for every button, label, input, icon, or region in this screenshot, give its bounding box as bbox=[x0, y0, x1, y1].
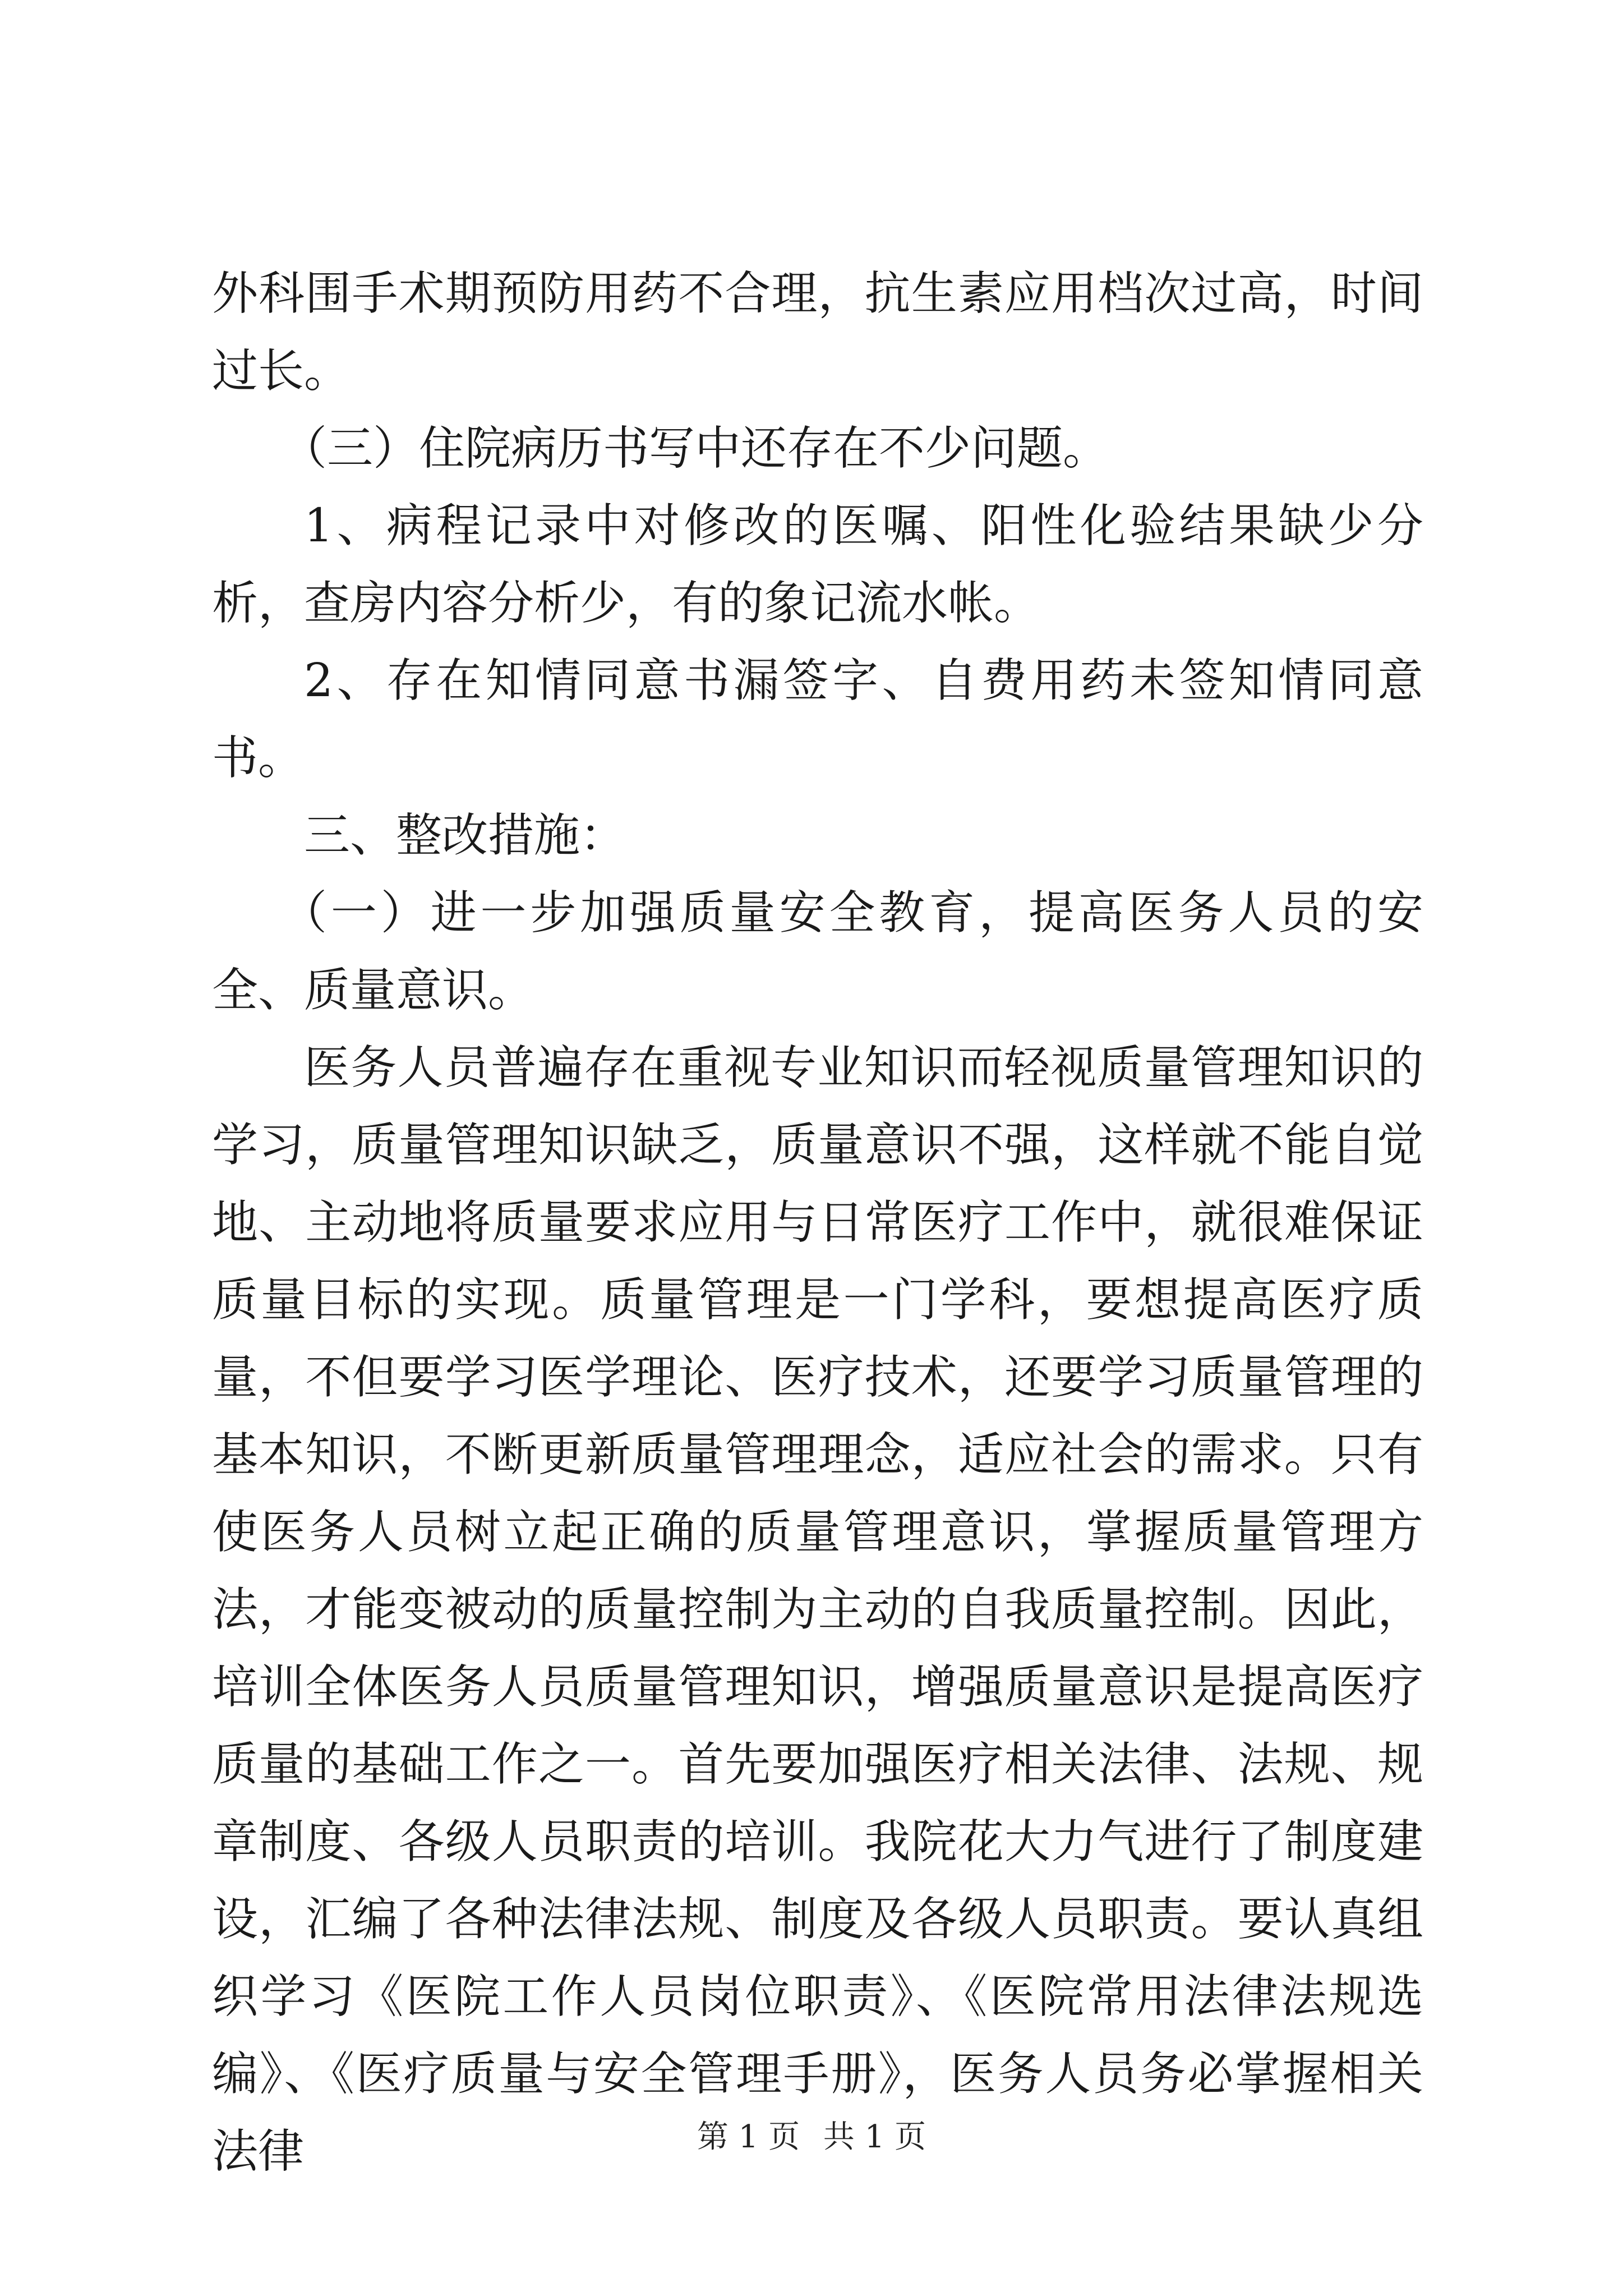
paragraph-measure-1-body: 医务人员普遍存在重视专业知识而轻视质量管理知识的学习，质量管理知识缺乏，质量意识不强，这样就不能自觉地、主动地将质量要求应用与日常医疗工作中，就很难保证质量目标的实现。质量管理是一门学科，要想提高医疗质量，不但要学习医学理论、医疗技术，还要学习质量管理的基本知识，不断更新质量管理理念，适应社会的需求。只有使医务人员树立起正确的质量管理意识，掌握质量管理方法，才能变被动的质量控制为主动的自我质量控制。因此，培训全体医务人员质量管理知识，增强质量意识是提高医疗质量的基础工作之一。首先要加强医疗相关法律、法规、规章制度、各级人员职责的培训。我院花大力气进行了制度建设，汇编了各种法律法规、制度及各级人员职责。要认真组织学习《医院工作人员岗位职责》、《医院常用法律法规选编》、《医疗质量与安全管理手册》，医务人员务必掌握相关法律 bbox=[212, 1041, 1423, 2178]
paragraph-surgical-medication: 外科围手术期预防用药不合理，抗生素应用档次过高，时间过长。 bbox=[212, 267, 1423, 398]
page-total: 共 1 页 bbox=[823, 2119, 926, 2155]
paragraph-measure-1-heading: （一）进一步加强质量安全教育，提高医务人员的安全、质量意识。 bbox=[212, 886, 1423, 1017]
paragraph-section-three-heading: （三）住院病历书写中还存在不少问题。 bbox=[281, 422, 1109, 475]
page-number: 第 1 页 bbox=[697, 2119, 800, 2155]
document-body bbox=[212, 255, 1423, 2191]
page-footer bbox=[0, 2118, 1623, 2157]
paragraph-item-1: 1、病程记录中对修改的医嘱、阳性化验结果缺少分析，查房内容分析少，有的象记流水帐。 bbox=[212, 499, 1423, 630]
section-heading-measures: 三、整改措施： bbox=[304, 809, 626, 862]
paragraph-item-2: 2、存在知情同意书漏签字、自费用药未签知情同意书。 bbox=[212, 654, 1423, 785]
